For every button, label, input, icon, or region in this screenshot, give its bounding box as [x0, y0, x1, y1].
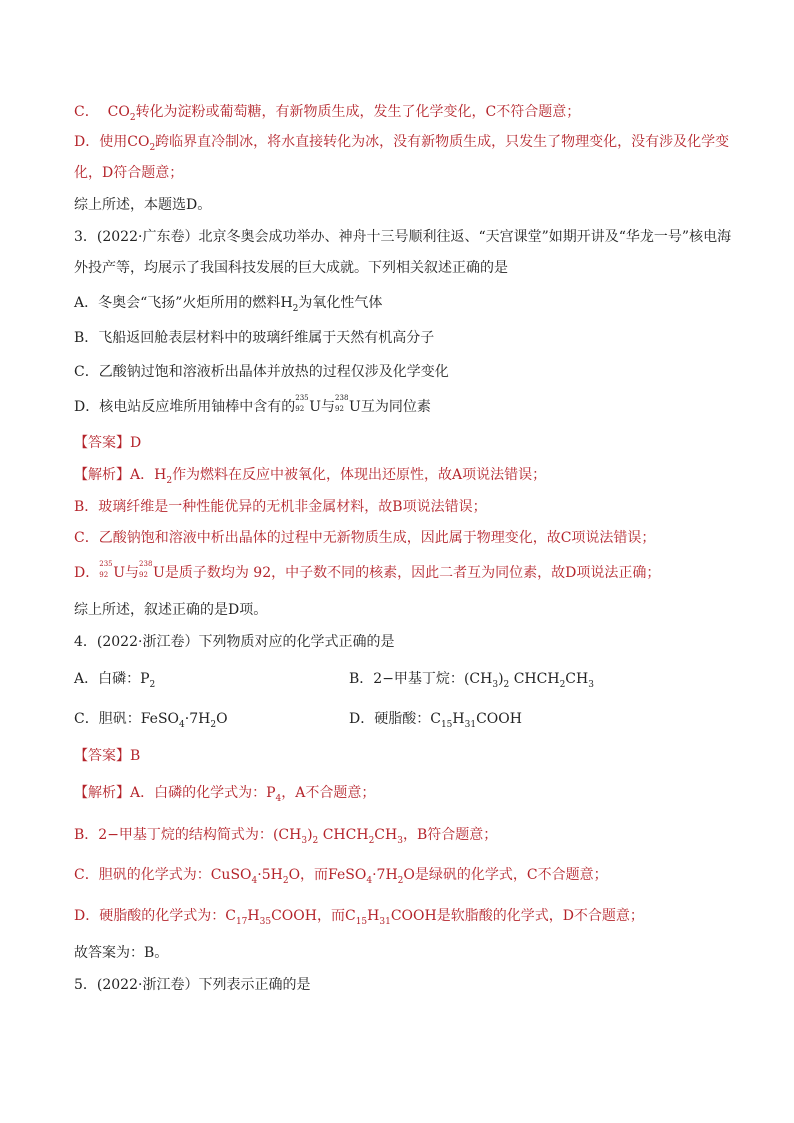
question-3-explanation-d: D． 235 92 U与 238 92 U是质子数均为 92，中子数不同的核素，因此二者互为同位素，故D项说法正确； — [74, 560, 661, 581]
question-3-option-a: A．冬奥会“飞扬”火炬所用的燃料$H_2$为氧化性气体 — [74, 295, 383, 314]
question-4-option-a: A．白磷：$P_2$ — [74, 671, 156, 690]
question-4-stem: 4．(2022·浙江卷）下列物质对应的化学式正确的是 — [74, 634, 395, 650]
explanation-line-d-cont: 化，D符合题意； — [74, 165, 184, 181]
question-4-answer: 【答案】B — [74, 748, 141, 764]
question-4-option-b: B．2−甲基丁烷：$(CH_3)_2$ $CHCH_2CH_3$ — [349, 671, 594, 690]
question-3-summary: 综上所述，叙述正确的是D项。 — [74, 602, 268, 618]
question-3-explanation-a: 【解析】A．$H_2$作为燃料在反应中被氧化，体现出还原性，故A项说法错误； — [74, 467, 547, 486]
question-4-explanation-d: D．硬脂酸的化学式为：$C_{17}H_{35}COOH$，而$C_{15}H_{31}COOH$是软脂酸的化学式，D不合题意； — [74, 908, 644, 927]
question-4-explanation-b: B．2−甲基丁烷的结构简式为：$(CH_3)_2$ $CHCH_2CH_3$，B符合题意； — [74, 827, 498, 846]
question-3-explanation-c: C．乙酸钠饱和溶液中析出晶体的过程中无新物质生成，因此属于物理变化，故C项说法错误； — [74, 530, 656, 546]
question-4-summary: 故答案为：B。 — [74, 945, 169, 961]
question-3-explanation-b: B．玻璃纤维是一种性能优异的无机非金属材料，故B项说法错误； — [74, 499, 487, 515]
summary-line: 综上所述，本题选D。 — [74, 197, 212, 213]
question-3-option-d: D．核电站反应堆所用铀棒中含有的 235 92 U与 238 92 U互为同位素 — [74, 394, 431, 415]
question-5-stem: 5．(2022·浙江卷）下列表示正确的是 — [74, 977, 311, 993]
question-4-option-d: D．硬脂酸：$C_{15}H_{31}COOH$ — [349, 711, 522, 730]
question-4-option-c: C．胆矾：$FeSO_4\cdot 7H_2O$ — [74, 711, 228, 730]
question-4-explanation-a: 【解析】A．白磷的化学式为：$P_4$，A不合题意； — [74, 785, 376, 804]
question-3-stem-2: 外投产等，均展示了我国科技发展的巨大成就。下列相关叙述正确的是 — [74, 260, 508, 276]
question-4-explanation-c: C．胆矾的化学式为：$CuSO_4\cdot 5H_2O$，而$FeSO_4\cdot 7H_2O$是绿矾的化学式，C不合题意； — [74, 867, 608, 886]
explanation-line-d: D．使用$CO_2$跨临界直冷制冰，将水直接转化为冰，没有新物质生成，只发生了物理变化，没有涉及化学变 — [74, 134, 730, 153]
question-3-option-c: C．乙酸钠过饱和溶液析出晶体并放热的过程仅涉及化学变化 — [74, 364, 449, 380]
question-3-stem-1: 3．(2022·广东卷）北京冬奥会成功举办、神舟十三号顺利往返、“天宫课堂”如期开讲及“华龙一号”核电海 — [74, 229, 732, 245]
question-3-answer: 【答案】D — [74, 435, 142, 451]
question-3-option-b: B．飞船返回舱表层材料中的玻璃纤维属于天然有机高分子 — [74, 330, 435, 346]
explanation-line-c: C． $CO_2$转化为淀粉或葡萄糖，有新物质生成，发生了化学变化，C不符合题意； — [74, 104, 581, 123]
